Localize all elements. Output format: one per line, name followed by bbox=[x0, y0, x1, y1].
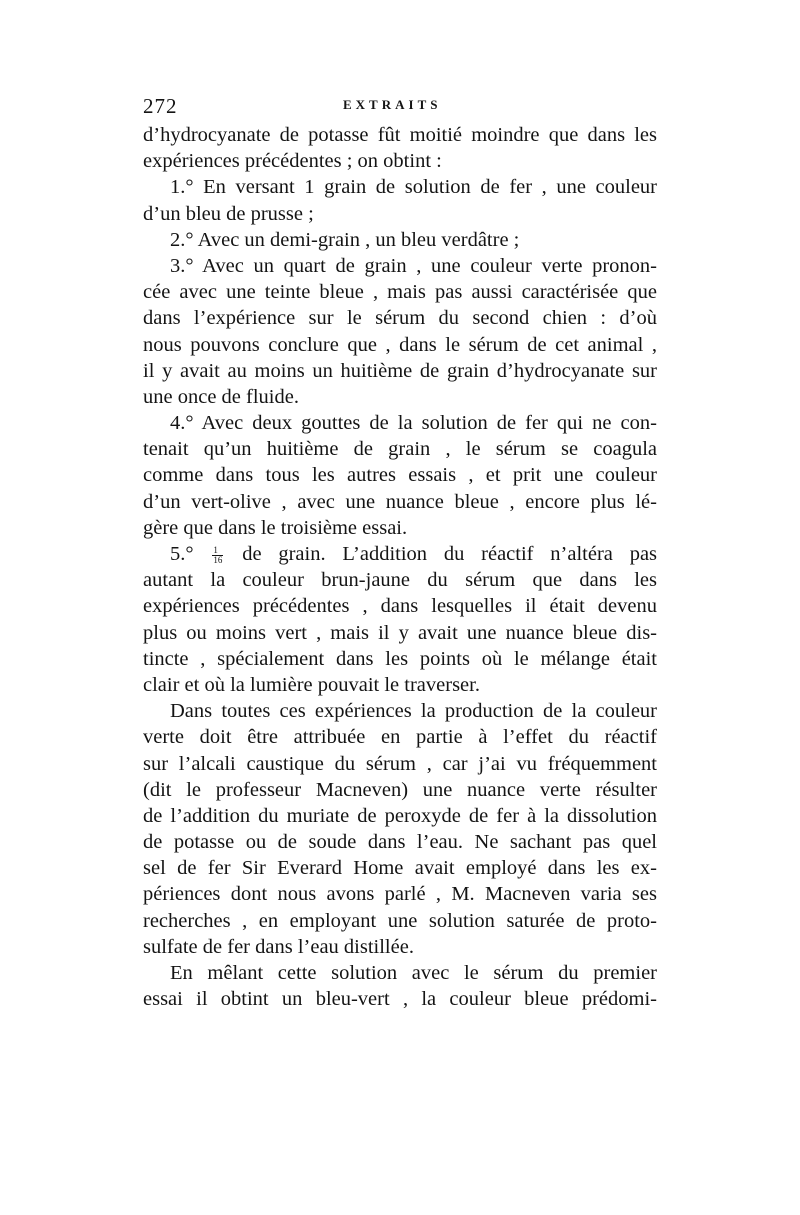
text-line: expériences précédentes ; on obtint : bbox=[143, 150, 442, 173]
text-line: comme dans tous les autres essais , et prit une couleur bbox=[143, 464, 657, 487]
text-line: essai il obtint un bleu-vert , la couleur bleue prédomi- bbox=[143, 988, 657, 1011]
text-line: recherches , en employant une solution saturée de proto- bbox=[143, 909, 657, 932]
running-head bbox=[143, 94, 483, 118]
text-line: nous pouvons conclure que , dans le sérum de cet animal , bbox=[143, 333, 657, 356]
text-line: une once de fluide. bbox=[143, 385, 299, 408]
text-line: 3.° Avec un quart de grain , une couleur verte pronon- bbox=[170, 254, 657, 277]
text-line: verte doit être attribuée en partie à l’effet du réactif bbox=[143, 726, 657, 749]
fraction bbox=[212, 546, 223, 565]
text-line: cée avec une teinte bleue , mais pas aussi caractérisée que bbox=[143, 281, 657, 304]
text-line: En mêlant cette solution avec le sérum du premier bbox=[170, 962, 657, 984]
text-line: expériences précédentes , dans lesquelles il était devenu bbox=[143, 595, 657, 618]
text-line: clair et où la lumière pouvait le traverser. bbox=[143, 673, 480, 696]
body-text bbox=[143, 122, 657, 1012]
page-number: 272 bbox=[143, 94, 178, 118]
text-line: il y avait au moins un huitième de grain d’hydrocyanate sur bbox=[143, 359, 657, 382]
text-line-with-fraction bbox=[143, 541, 657, 567]
text-line: de potasse ou de soude dans l’eau. Ne sachant pas quel bbox=[143, 831, 657, 854]
text-line: (dit le professeur Macneven) une nuance verte résulter bbox=[143, 778, 657, 801]
text-line: d’hydrocyanate de potasse fût moitié moindre que dans les bbox=[143, 124, 657, 146]
text-line: d’un vert-olive , avec une nuance bleue , encore plus lé- bbox=[143, 490, 657, 513]
line-text: de grain. L’addition du réactif n’altéra pas bbox=[242, 543, 658, 565]
text-line: 1.° En versant 1 grain de solution de fer , une couleur bbox=[170, 176, 657, 199]
text-line: dans l’expérience sur le sérum du second chien : d’où bbox=[143, 307, 657, 330]
running-title: EXTRAITS bbox=[343, 97, 442, 112]
text-line: sel de fer Sir Everard Home avait employé dans les ex- bbox=[143, 857, 657, 880]
text-line: gère que dans le troisième essai. bbox=[143, 516, 408, 539]
fraction-denominator: 16 bbox=[213, 554, 223, 565]
text-line: d’un bleu de prusse ; bbox=[143, 202, 314, 225]
text-line: sur l’alcali caustique du sérum , car j’ai vu fréquemment bbox=[143, 752, 657, 775]
text-line: 4.° Avec deux gouttes de la solution de fer qui ne con- bbox=[170, 412, 657, 435]
text-line: de l’addition du muriate de peroxyde de fer à la dissolution bbox=[143, 804, 657, 827]
fraction-numerator: 1 bbox=[212, 546, 223, 556]
text-line: tincte , spécialement dans les points où le mélange était bbox=[143, 647, 657, 670]
text-line: Dans toutes ces expériences la production de la couleur bbox=[170, 700, 657, 723]
text-line: plus ou moins vert , mais il y avait une nuance bleue dis- bbox=[143, 621, 657, 644]
text-line: tenait qu’un huitième de grain , le sérum se coagula bbox=[143, 438, 657, 461]
text-line: périences dont nous avons parlé , M. Macneven varia ses bbox=[143, 883, 657, 906]
item-number: 5.° bbox=[170, 543, 194, 565]
text-line: 2.° Avec un demi-grain , un bleu verdâtre ; bbox=[170, 228, 520, 251]
text-line: autant la couleur brun-jaune du sérum que dans les bbox=[143, 569, 657, 592]
text-line: sulfate de fer dans l’eau distillée. bbox=[143, 935, 414, 958]
